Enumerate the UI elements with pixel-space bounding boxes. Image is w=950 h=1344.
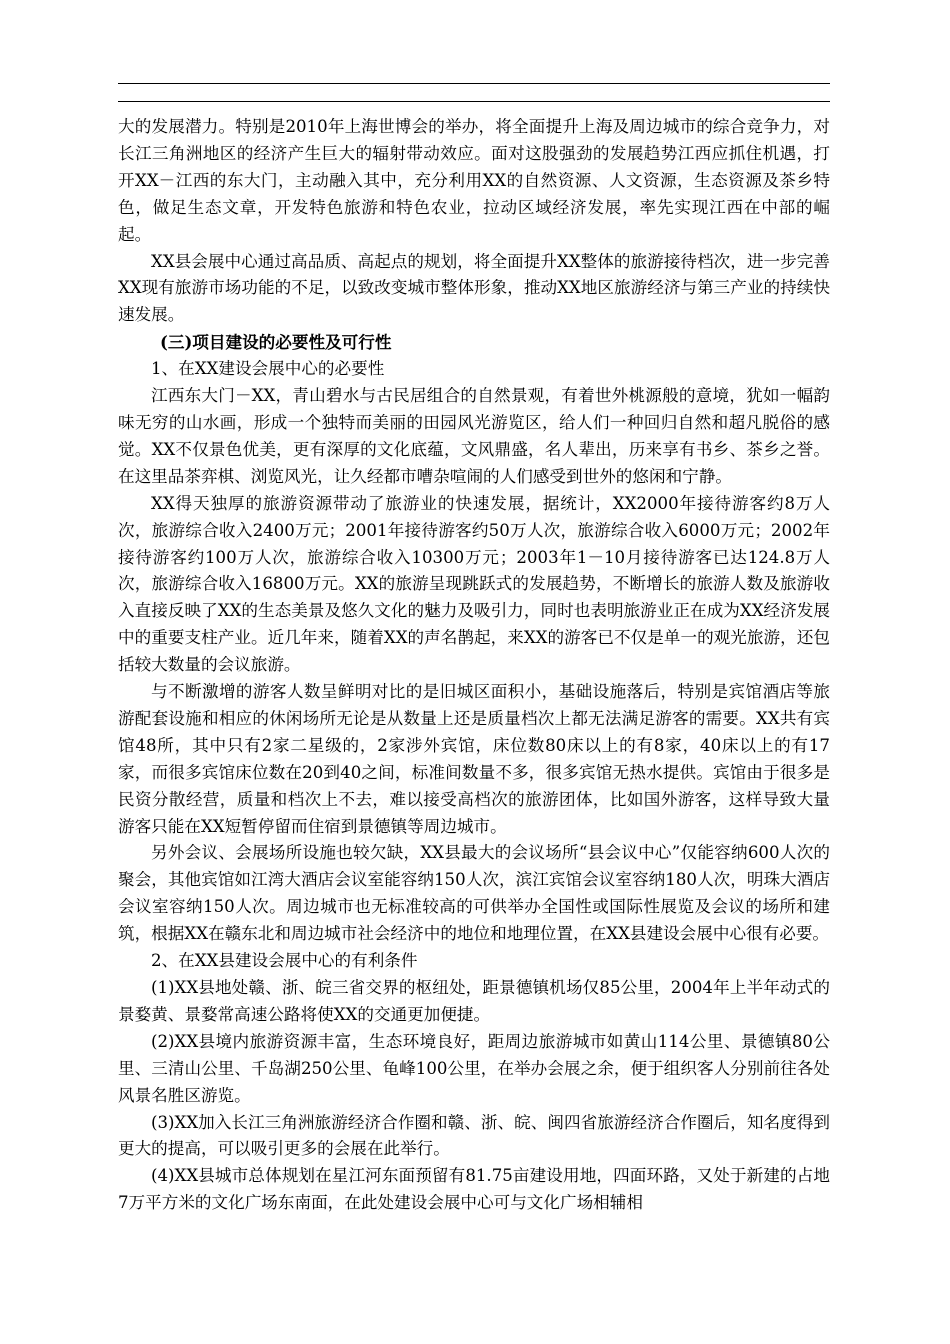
paragraph-natural-scenery: 江西东大门－XX，青山碧水与古民居组合的自然景观，有着世外桃源般的意境，犹如一幅韵味无穷的山水画，形成一个独特而美丽的田园风光游览区，给人们一种回归自然和超凡脱俗的感觉。XX不仅景色优美，更有深厚的文化底蕴，文风鼎盛，名人辈出，历来享有书乡、茶乡之誉。在这里品茶弈棋、浏览风光，让久经都市嘈杂喧闹的人们感受到世外的悠闲和宁静。 [118, 386, 830, 486]
paragraph-continued-intro: 大的发展潜力。特别是2010年上海世博会的举办，将全面提升上海及周边城市的综合竞争力，对长江三角洲地区的经济产生巨大的辐射带动效应。面对这股强劲的发展趋势江西应抓住机遇，打开XX－江西的东大门，主动融入其中，充分利用XX的自然资源、人文资源，生态资源及茶乡特色，做足生态文章，开发特色旅游和特色农业，拉动区域经济发展，率先实现江西在中部的崛起。 [118, 117, 830, 244]
list-item-condition-3: (3)XX加入长江三角洲旅游经济合作圈和赣、浙、皖、闽四省旅游经济合作圈后，知名度得到更大的提高，可以吸引更多的会展在此举行。 [118, 1112, 830, 1159]
header-rule-top [118, 83, 830, 84]
header-rule-bottom [118, 101, 830, 102]
document-body [118, 114, 830, 1217]
paragraph-hotel-facilities: 与不断激增的游客人数呈鲜明对比的是旧城区面积小，基础设施落后，特别是宾馆酒店等旅游配套设施和相应的休闲场所无论是从数量上还是质量档次上都无法满足游客的需要。XX共有宾馆48所，其中只有2家二星级的，2家涉外宾馆，床位数80床以上的有8家，40床以上的有17家，而很多宾馆床位数在20到40之间，标准间数量不多，很多宾馆无热水提供。宾馆由于很多是民资分散经营，质量和档次上不去，难以接受高档次的旅游团体，比如国外游客，这样导致大量游客只能在XX短暂停留而住宿到景德镇等周边城市。 [118, 682, 830, 836]
paragraph-exhibition-center-plan: XX县会展中心通过高品质、高起点的规划，将全面提升XX整体的旅游接待档次，进一步完善XX现有旅游市场功能的不足，以致改变城市整体形象，推动XX地区旅游经济与第三产业的持续快速发展。 [118, 251, 830, 325]
list-item-condition-2: (2)XX县境内旅游资源丰富，生态环境良好，距周边旅游城市如黄山114公里、景德镇80公里、三清山公里、千岛湖250公里、龟峰100公里，在举办会展之余，便于组织客人分别前往各处风景名胜区游览。 [118, 1031, 830, 1105]
list-item-condition-1: (1)XX县地处赣、浙、皖三省交界的枢纽处，距景德镇机场仅85公里，2004年上半年动式的景婺黄、景婺常高速公路将使XX的交通更加便捷。 [118, 978, 830, 1024]
subheading-favorable-conditions: 2、在XX县建设会展中心的有利条件 [151, 951, 418, 971]
section-heading-necessity-feasibility: (三)项目建设的必要性及可行性 [160, 332, 392, 353]
paragraph-tourism-statistics: XX得天独厚的旅游资源带动了旅游业的快速发展，据统计，XX2000年接待游客约8万人次，旅游综合收入2400万元；2001年接待游客约50万人次，旅游综合收入6000万元；2002年接待游客约100万人次，旅游综合收入10300万元；2003年1－10月接待游客已达124.8万人次，旅游综合收入16800万元。XX的旅游呈现跳跃式的发展趋势，不断增长的旅游人数及旅游收入直接反映了XX的生态美景及悠久文化的魅力及吸引力，同时也表明旅游业正在成为XX经济发展中的重要支柱产业。近几年来，随着XX的声名鹊起，来XX的游客已不仅是单一的观光旅游，还包括较大数量的会议旅游。 [118, 493, 830, 675]
paragraph-meeting-venues: 另外会议、会展场所设施也较欠缺，XX县最大的会议场所“县会议中心”仅能容纳600人次的聚会，其他宾馆如江湾大酒店会议室能容纳150人次，滨江宾馆会议室容纳180人次，明珠大酒店会议室容纳150人次。周边城市也无标准较高的可供举办全国性或国际性展览及会议的场所和建筑，根据XX在赣东北和周边城市社会经济中的地位和地理位置，在XX县建设会展中心很有必要。 [118, 843, 830, 944]
list-item-condition-4: (4)XX县城市总体规划在星江河东面预留有81.75亩建设用地，四面环路，又处于新建的占地7万平方米的文化广场东南面，在此处建设会展中心可与文化广场相辅相 [118, 1166, 830, 1213]
subheading-necessity: 1、在XX建设会展中心的必要性 [151, 359, 385, 379]
